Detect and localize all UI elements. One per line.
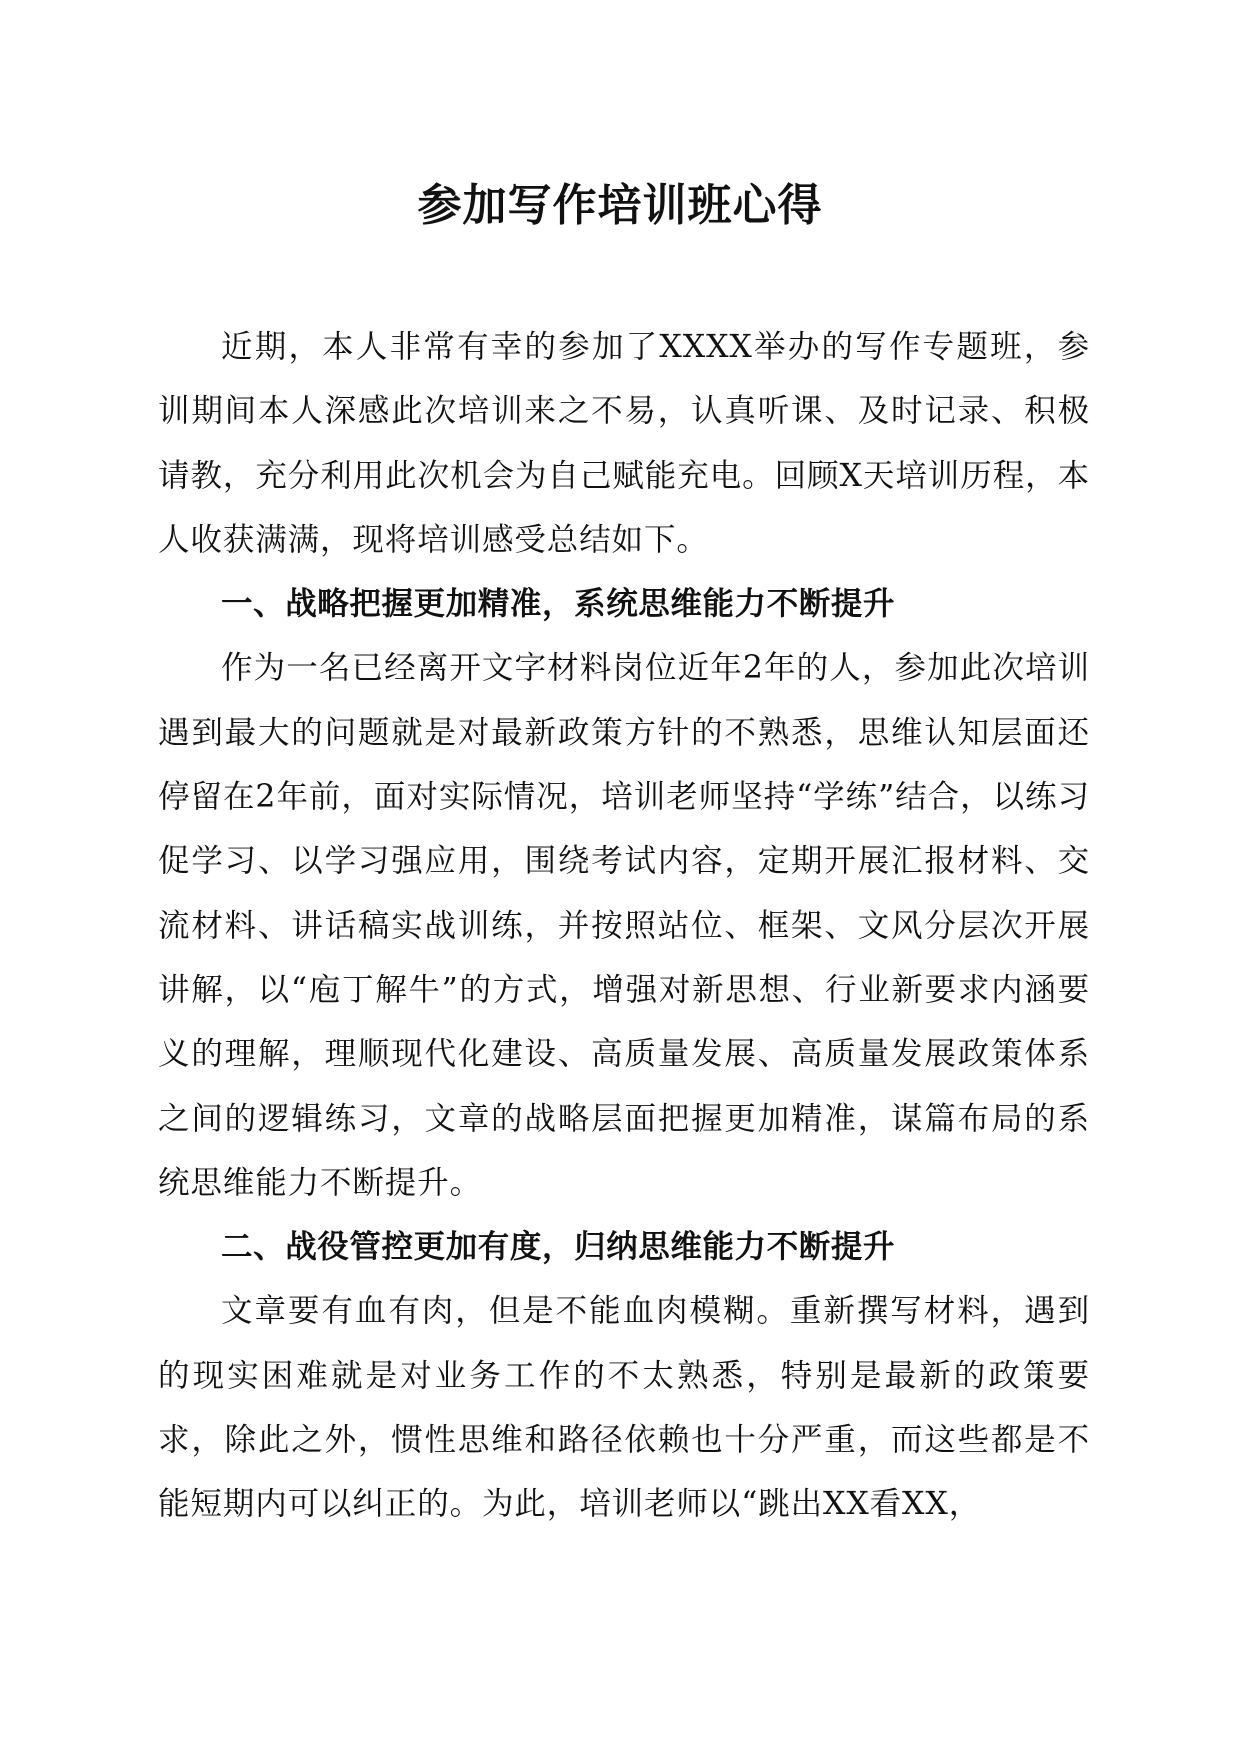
document-body	[158, 315, 1090, 1537]
section-paragraph-1: 作为一名已经离开文字材料岗位近年2年的人，参加此次培训遇到最大的问题就是对最新政策方针的不熟悉，思维认知层面还停留在2年前，面对实际情况，培训老师坚持“学练”结合，以练习促学习、以学习强应用，围绕考试内容，定期开展汇报材料、交流材料、讲话稿实战训练，并按照站位、框架、文风分层次开展讲解，以“庖丁解牛”的方式，增强对新思想、行业新要求内涵要义的理解，理顺现代化建设、高质量发展、高质量发展政策体系之间的逻辑练习，文章的战略层面把握更加精准，谋篇布局的系统思维能力不断提升。	[158, 650, 1090, 1201]
document-title: 参加写作培训班心得	[417, 180, 823, 231]
intro-paragraph: 近期，本人非常有幸的参加了XXXX举办的写作专题班，参训期间本人深感此次培训来之不易，认真听课、及时记录、积极请教，充分利用此次机会为自己赋能充电。回顾X天培训历程，本人收获满满，现将培训感受总结如下。	[158, 329, 1090, 558]
section-paragraph-2: 文章要有血有肉，但是不能血肉模糊。重新撰写材料，遇到的现实困难就是对业务工作的不太熟悉，特别是最新的政策要求，除此之外，惯性思维和路径依赖也十分严重，而这些都是不能短期内可以纠正的。为此，培训老师以“跳出XX看XX，	[158, 1293, 1090, 1523]
section-heading-2: 二、战役管控更加有度，归纳思维能力不断提升	[221, 1229, 896, 1266]
section-heading-1: 一、战略把握更加精准，系统思维能力不断提升	[221, 586, 896, 623]
